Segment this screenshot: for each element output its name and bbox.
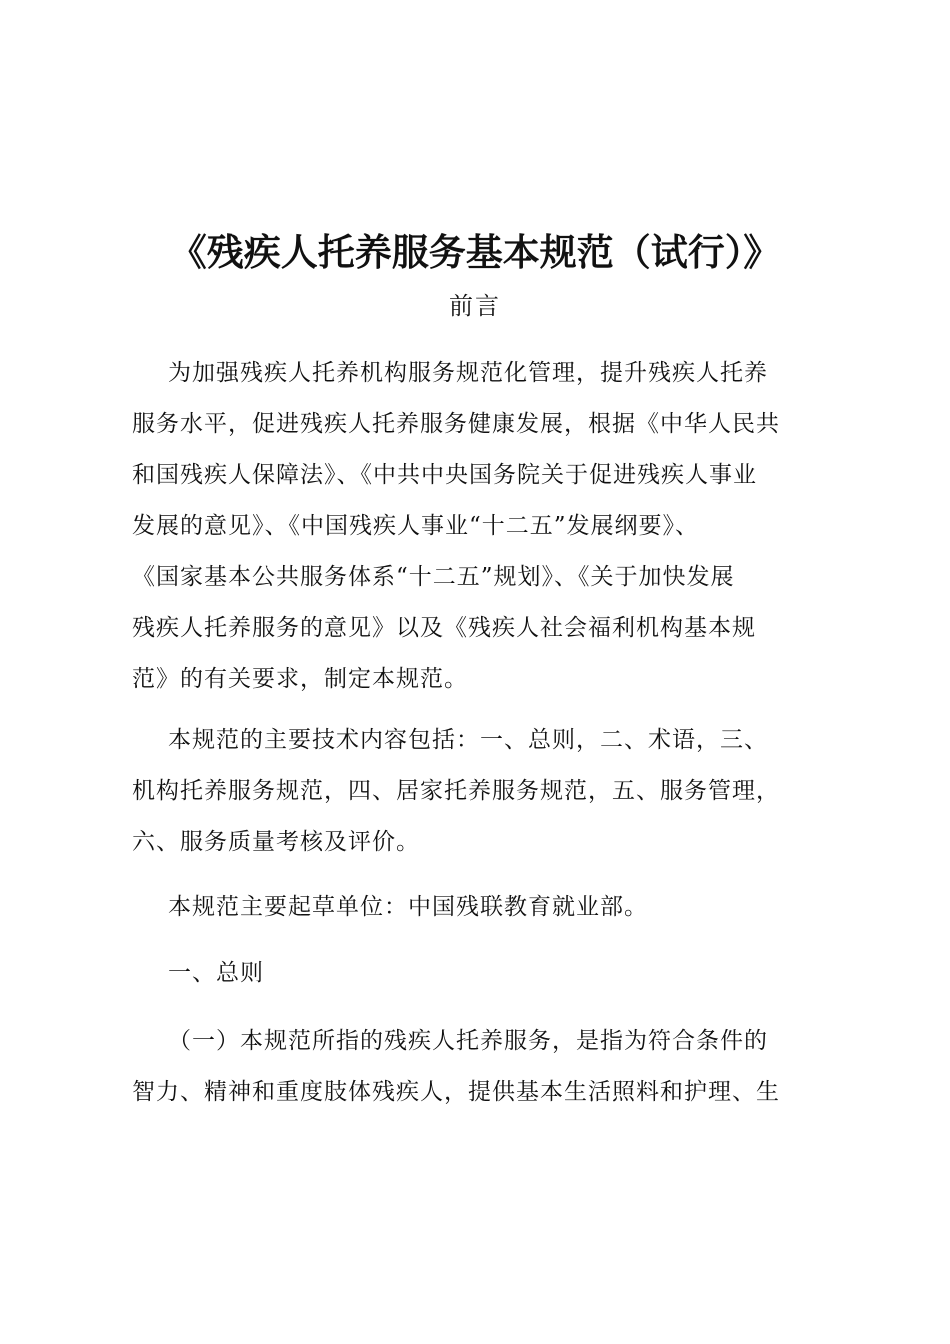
text-line: 《国家基本公共服务体系“十二五”规划》、《关于加快发展 bbox=[132, 564, 735, 590]
text-line: 六、服务质量考核及评价。 bbox=[132, 829, 420, 855]
paragraph-clause-1 bbox=[132, 1016, 822, 1118]
text-line: 为加强残疾人托养机构服务规范化管理，提升残疾人托养 bbox=[168, 360, 768, 386]
text-line: 残疾人托养服务的意见》以及《残疾人社会福利机构基本规 bbox=[132, 615, 756, 641]
paragraph-drafting-unit bbox=[132, 882, 822, 933]
section-heading-general bbox=[132, 948, 822, 999]
text-line: （一）本规范所指的残疾人托养服务，是指为符合条件的 bbox=[168, 1028, 768, 1054]
paragraph-contents bbox=[132, 715, 822, 868]
text-line: 一、总则 bbox=[168, 960, 264, 986]
text-line: 和国残疾人保障法》、《中共中央国务院关于促进残疾人事业 bbox=[132, 462, 757, 488]
text-line: 智力、精神和重度肢体残疾人，提供基本生活照料和护理、生 bbox=[132, 1079, 780, 1105]
preface-heading: 前言 bbox=[449, 292, 501, 320]
text-line: 机构托养服务规范，四、居家托养服务规范，五、服务管理， bbox=[132, 778, 780, 804]
text-line: 发展的意见》、《中国残疾人事业“十二五”发展纲要》、 bbox=[132, 513, 700, 539]
text-line: 范》的有关要求，制定本规范。 bbox=[132, 666, 468, 692]
text-line: 本规范的主要技术内容包括：一、总则，二、术语，三、 bbox=[168, 727, 768, 753]
document-title: 《残疾人托养服务基本规范（试行）》 bbox=[169, 231, 781, 274]
text-line: 服务水平，促进残疾人托养服务健康发展，根据《中华人民共 bbox=[132, 411, 780, 437]
paragraph-intro bbox=[132, 348, 822, 705]
text-line: 本规范主要起草单位：中国残联教育就业部。 bbox=[168, 894, 648, 920]
